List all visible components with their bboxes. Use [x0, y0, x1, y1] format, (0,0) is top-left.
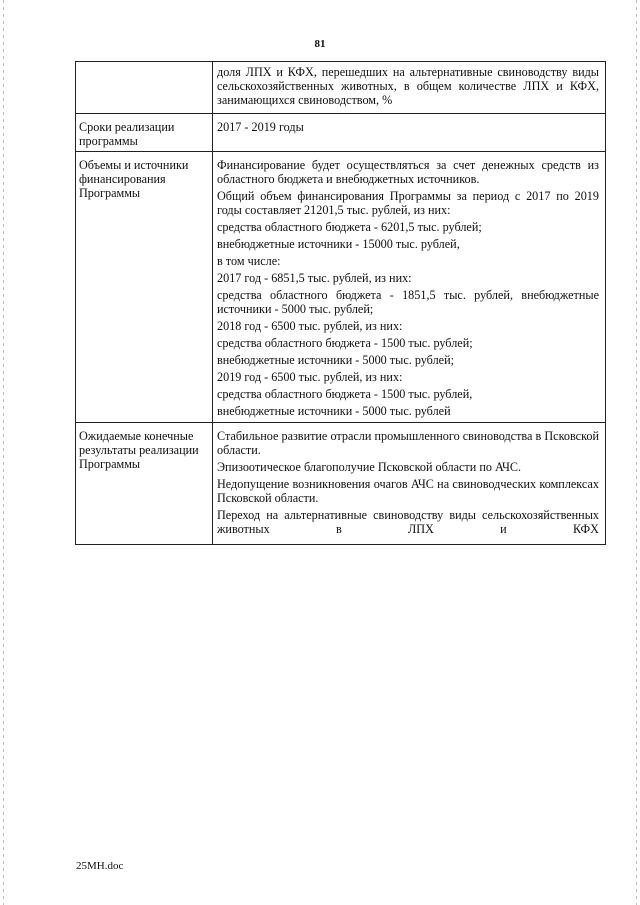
financing-content: [213, 152, 606, 423]
financing-paragraph: средства областного бюджета - 1500 тыс. рублей;: [217, 336, 473, 350]
table-row-financing: [76, 152, 606, 423]
period-value: 2017 - 2019 годы: [213, 114, 606, 152]
financing-paragraph: Финансирование будет осуществляться за счет денежных средств из областного бюджета и внебюджетных источников.: [217, 158, 599, 186]
page-number: 81: [314, 38, 326, 50]
table-row-period: [76, 114, 606, 152]
financing-paragraph: 2017 год - 6851,5 тыс. рублей, из них:: [217, 271, 412, 285]
result-paragraph: Стабильное развитие отрасли промышленного свиноводства в Псковской области.: [217, 429, 599, 457]
table-row-target-indicator: [76, 62, 606, 114]
period-label: Сроки реализации программы: [76, 114, 213, 152]
expected-results-content: [213, 423, 606, 545]
financing-paragraph: Общий объем финансирования Программы за период с 2017 по 2019 годы составляет 21201,5 тыс. рублей, из них:: [217, 189, 599, 217]
result-paragraph: Переход на альтернативные свиноводству виды сельскохозяйственных животных в ЛПХ и КФХ: [217, 508, 599, 536]
financing-paragraph: 2018 год - 6500 тыс. рублей, из них:: [217, 319, 403, 333]
financing-paragraph: средства областного бюджета - 1851,5 тыс. рублей, внебюджетные источники - 5000 тыс. рублей;: [217, 288, 599, 316]
program-passport-table: [75, 61, 606, 545]
expected-results-label: Ожидаемые конечные результаты реализации Программы: [76, 423, 213, 545]
financing-paragraph: внебюджетные источники - 5000 тыс. рублей;: [217, 353, 454, 367]
scan-edge-left: [3, 0, 4, 905]
financing-label: Объемы и источники финансирования Программы: [76, 152, 213, 423]
table-row-expected-results: [76, 423, 606, 545]
financing-paragraph: в том числе:: [217, 254, 281, 268]
financing-paragraph: внебюджетные источники - 15000 тыс. рублей,: [217, 237, 460, 251]
result-paragraph: Эпизоотическое благополучие Псковской области по АЧС.: [217, 460, 522, 474]
result-paragraph: Недопущение возникновения очагов АЧС на свиноводческих комплексах Псковской области.: [217, 477, 599, 505]
financing-paragraph: средства областного бюджета - 1500 тыс. рублей,: [217, 387, 473, 401]
target-indicator-text: доля ЛПХ и КФХ, перешедших на альтернативные свиноводству виды сельскохозяйственных животных, в общем количестве ЛПХ и КФХ, занимающихся свиноводством, %: [213, 62, 606, 114]
document-filename: 25МН.doc: [76, 860, 124, 872]
scan-edge-right: [636, 0, 637, 905]
target-indicator-label: [76, 62, 213, 114]
financing-paragraph: средства областного бюджета - 6201,5 тыс. рублей;: [217, 220, 482, 234]
financing-paragraph: 2019 год - 6500 тыс. рублей, из них:: [217, 370, 403, 384]
financing-paragraph: внебюджетные источники - 5000 тыс. рублей: [217, 404, 451, 418]
